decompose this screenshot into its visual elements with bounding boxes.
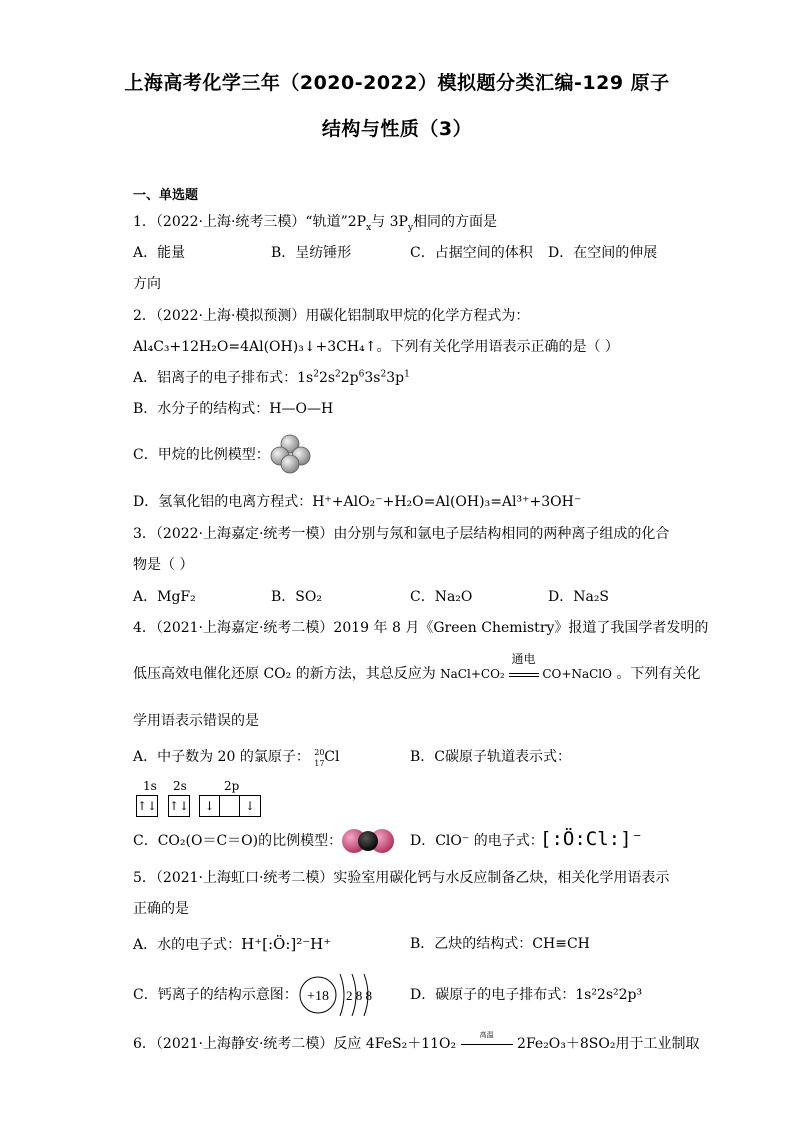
question-4-option-c: C．CO₂(O＝C＝O)的比例模型： [133, 833, 343, 849]
page-title-line2: 结构与性质（3） [321, 118, 473, 140]
question-1-option-b: B．呈纺锤形 [271, 245, 352, 261]
question-1-option-d-cont: 方向 [133, 276, 161, 292]
orbital-label-1s: 1s [143, 779, 157, 793]
question-3-stem-cont: 物是（ ） [133, 557, 194, 573]
question-5-option-d: D．碳原子的电子排布式：1s²2s²2p³ [410, 987, 643, 1003]
orbital-label-2p: 2p [224, 779, 240, 793]
section-heading: 一、单选题 [133, 188, 199, 203]
question-5-stem: 5．（2021·上海虹口·统考二模）实验室用碳化钙与水反应制备乙炔，相关化学用语表示 [133, 870, 670, 886]
svg-text:+18: +18 [307, 989, 329, 1004]
orbital-label-2s: 2s [173, 779, 187, 793]
question-4-stem: 4．（2021·上海嘉定·统考二模）2019 年 8 月《Green Chemistry》报道了我国学者发明的 [133, 620, 709, 636]
question-6-stem: 6．（2021·上海静安·统考二模）反应 4FeS₂＋11O₂ 高温 2Fe₂O₃＋8SO₂用于工业制取 [133, 1031, 700, 1052]
page-title-line1: 上海高考化学三年（2020-2022）模拟题分类汇编-129 原子 [124, 72, 670, 94]
question-3-option-d: D．Na₂S [548, 589, 610, 605]
question-1-option-c: C．占据空间的体积 [410, 245, 533, 261]
question-2-stem: 2．（2022·上海·模拟预测）用碳化铝制取甲烷的化学方程式为： [133, 308, 530, 324]
question-4-option-d: D．ClO⁻ 的电子式： [410, 833, 544, 849]
question-5-option-a: A．水的电子式：H⁺[:Ö:]²⁻H⁺ [133, 935, 332, 953]
orbital-box-1s: ↑↓ [136, 795, 158, 817]
orbital-box-2s: ↑↓ [168, 795, 190, 817]
orbital-box-2p: ↓ ↓ [199, 795, 261, 817]
question-2-option-b: B．水分子的结构式：H—O—H [133, 401, 334, 417]
question-2-option-a: A．铝离子的电子排布式：$1s^22s^22p^63s^23p^1$ [133, 369, 410, 386]
question-5-option-b: B．乙炔的结构式：CH≡CH [410, 936, 590, 952]
question-3-option-a: A．MgF₂ [133, 589, 196, 605]
question-2-equation: Al₄C₃+12H₂O=4Al(OH)₃↓+3CH₄↑。下列有关化学用语表示正确的是（ ） [133, 339, 619, 355]
co2-space-filling-model [341, 823, 395, 859]
question-1-stem: 1．（2022·上海·统考三模）“轨道$”2P_x$与 $3P_y$相同的方面是 [133, 214, 498, 233]
question-5-stem-cont: 正确的是 [133, 901, 189, 917]
question-3-option-b: B．SO₂ [271, 589, 322, 605]
question-2-option-d: D．氢氧化铝的电离方程式：H⁺+AlO₂⁻+H₂O=Al(OH)₃=Al³⁺+3OH⁻ [133, 494, 582, 510]
question-4-stem-cont2: 学用语表示错误的是 [133, 713, 259, 729]
calcium-ion-structure-diagram [296, 966, 386, 1024]
question-3-option-c: C．Na₂O [410, 589, 473, 605]
question-4-stem-cont: 低压高效电催化还原 CO₂ 的新方法，其总反应为 NaCl+CO₂ 通电 CO+NaClO 。下列有关化 [133, 652, 701, 682]
question-1-option-a: A．能量 [133, 245, 186, 261]
question-4-option-a: A．中子数为 20 的氯原子： 20 17 Cl [133, 748, 340, 768]
reaction-equation: NaCl+CO₂ 通电 CO+NaClO [440, 652, 612, 681]
question-2-option-c: C．甲烷的比例模型： [133, 447, 270, 463]
question-3-stem: 3．（2022·上海嘉定·统考一模）由分别与氖和氩电子层结构相同的两种离子组成的化合 [133, 526, 670, 542]
clo-electron-formula: [:Ö:Cl:]⁻ [540, 828, 643, 850]
svg-text:2 8 8: 2 8 8 [346, 988, 372, 1003]
question-1-option-d: D．在空间的伸展 [548, 245, 658, 261]
methane-space-filling-model [268, 434, 314, 476]
question-4-option-b: B．C碳原子轨道表示式： [410, 749, 571, 765]
question-5-option-c: C．钙离子的结构示意图： [133, 987, 298, 1003]
